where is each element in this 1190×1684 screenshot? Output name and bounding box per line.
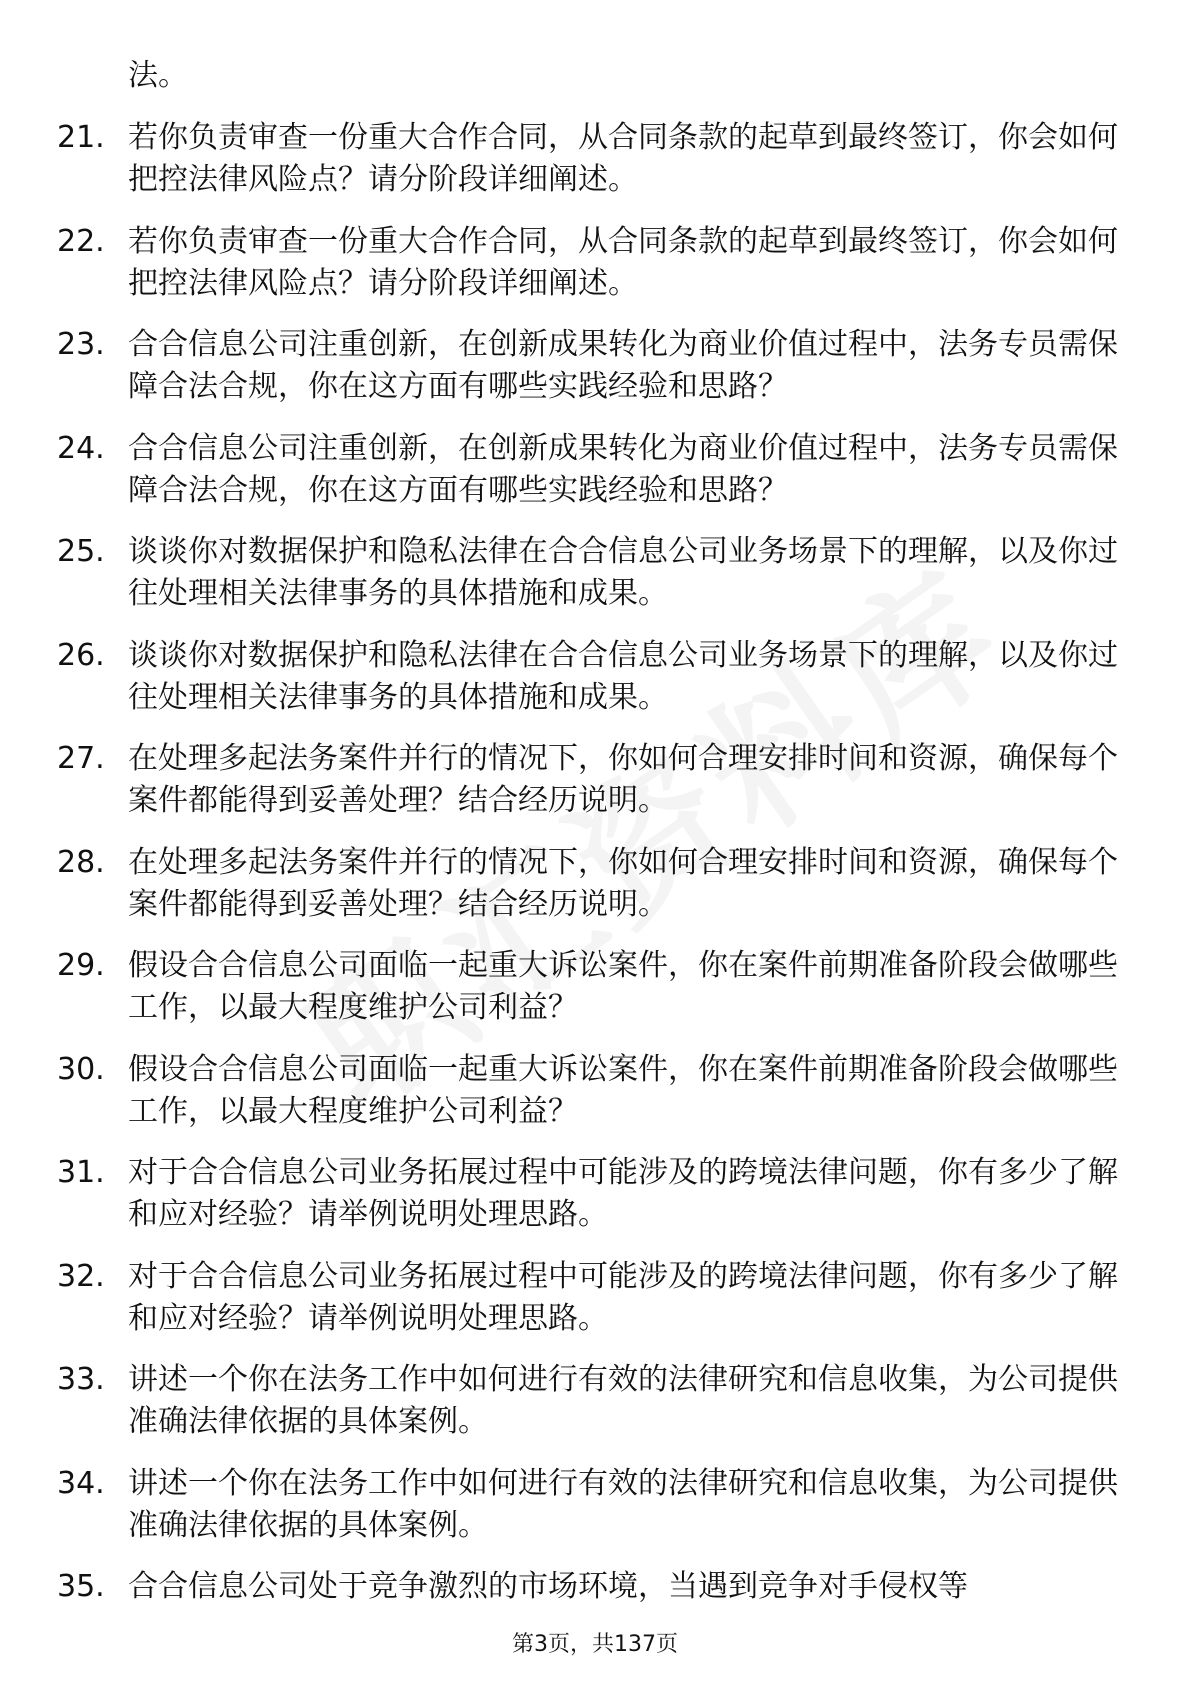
question-text: 若你负责审查一份重大合作合同，从合同条款的起草到最终签订，你会如何把控法律风险点？请分阶段详细阐述。: [128, 120, 1118, 197]
list-item: [0, 221, 1190, 325]
question-number: 24.: [57, 430, 105, 466]
question-text: 谈谈你对数据保护和隐私法律在合合信息公司业务场景下的理解，以及你过往处理相关法律事务的具体措施和成果。: [128, 534, 1118, 611]
question-number: 35.: [57, 1569, 105, 1604]
question-number: 23.: [57, 327, 105, 362]
question-number: 21.: [57, 120, 105, 155]
question-number: 29.: [57, 948, 105, 983]
question-list: [0, 117, 1190, 1670]
list-item: [0, 1359, 1190, 1463]
question-number: 31.: [57, 1155, 105, 1190]
list-item: [0, 324, 1190, 428]
list-item: [0, 945, 1190, 1049]
question-number: 25.: [57, 534, 105, 569]
question-number: 26.: [57, 637, 105, 673]
question-number: 34.: [57, 1465, 105, 1501]
question-number: 30.: [57, 1051, 105, 1087]
question-number: 28.: [57, 844, 105, 880]
question-number: 33.: [57, 1362, 105, 1397]
question-text: 在处理多起法务案件并行的情况下，你如何合理安排时间和资源，确保每个案件都能得到妥善处理？结合经历说明。: [128, 844, 1118, 922]
question-text: 对于合合信息公司业务拓展过程中可能涉及的跨境法律问题，你有多少了解和应对经验？请举例说明处理思路。: [128, 1155, 1118, 1232]
list-item: [0, 531, 1190, 635]
question-text: 讲述一个你在法务工作中如何进行有效的法律研究和信息收集，为公司提供准确法律依据的具体案例。: [128, 1465, 1118, 1543]
list-item: [0, 1463, 1190, 1567]
question-text: 讲述一个你在法务工作中如何进行有效的法律研究和信息收集，为公司提供准确法律依据的具体案例。: [128, 1362, 1118, 1439]
question-text: 对于合合信息公司业务拓展过程中可能涉及的跨境法律问题，你有多少了解和应对经验？请举例说明处理思路。: [128, 1258, 1118, 1336]
list-item: [0, 117, 1190, 221]
list-item: [0, 738, 1190, 842]
carryover-text: 法。: [128, 58, 188, 93]
question-number: 22.: [57, 223, 105, 259]
list-item: [0, 1049, 1190, 1153]
question-text: 合合信息公司注重创新，在创新成果转化为商业价值过程中，法务专员需保障合法合规，你在这方面有哪些实践经验和思路？: [128, 430, 1118, 508]
question-number: 32.: [57, 1258, 105, 1294]
page-footer: 第3页，共137页: [512, 1632, 678, 1657]
question-text: 假设合合信息公司面临一起重大诉讼案件，你在案件前期准备阶段会做哪些工作，以最大程度维护公司利益？: [128, 948, 1118, 1025]
list-item: [0, 428, 1190, 532]
question-number: 27.: [57, 741, 105, 776]
question-text: 谈谈你对数据保护和隐私法律在合合信息公司业务场景下的理解，以及你过往处理相关法律事务的具体措施和成果。: [128, 637, 1118, 715]
question-text: 若你负责审查一份重大合作合同，从合同条款的起草到最终签订，你会如何把控法律风险点？请分阶段详细阐述。: [128, 223, 1118, 301]
question-text: 在处理多起法务案件并行的情况下，你如何合理安排时间和资源，确保每个案件都能得到妥善处理？结合经历说明。: [128, 741, 1118, 818]
list-item: [0, 842, 1190, 946]
list-item: [0, 1152, 1190, 1256]
question-text: 假设合合信息公司面临一起重大诉讼案件，你在案件前期准备阶段会做哪些工作，以最大程度维护公司利益？: [128, 1051, 1118, 1129]
list-item: [0, 635, 1190, 739]
question-text: 合合信息公司注重创新，在创新成果转化为商业价值过程中，法务专员需保障合法合规，你在这方面有哪些实践经验和思路？: [128, 327, 1118, 404]
list-item: [0, 1256, 1190, 1360]
question-text: 合合信息公司处于竞争激烈的市场环境，当遇到竞争对手侵权等: [128, 1569, 968, 1604]
